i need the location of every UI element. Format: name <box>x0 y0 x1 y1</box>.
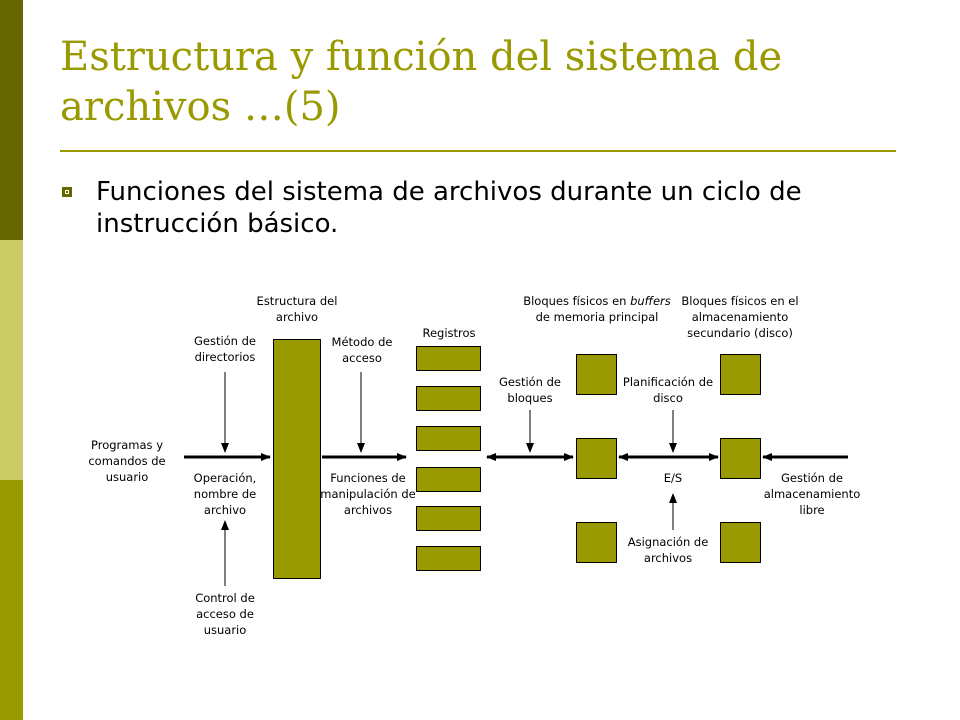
label-bloques-buffers: Bloques físicos en buffers de memoria principal <box>523 294 671 324</box>
disk-block-box <box>720 522 761 563</box>
slide-title: Estructura y función del sistema de archivos …(5) <box>60 34 783 130</box>
record-box <box>416 346 481 371</box>
label-asignacion: Asignación de archivos <box>627 535 709 565</box>
label-gestion-directorios: Gestión de directorios <box>193 334 257 364</box>
record-box <box>416 546 481 571</box>
label-funciones-manipulacion: Funciones de manipulación de archivos <box>320 471 416 517</box>
label-bloques-disco: Bloques físicos en el almacenamiento secundario (disco) <box>681 294 799 340</box>
file-structure-box <box>273 339 321 579</box>
label-gestion-bloques: Gestión de bloques <box>498 375 562 405</box>
label-planificacion: Planificación de disco <box>622 375 714 405</box>
label-es: E/S <box>663 471 683 485</box>
label-programas: Programas y comandos de usuario <box>88 438 166 484</box>
record-box <box>416 506 481 531</box>
disk-block-box <box>720 438 761 479</box>
label-estructura: Estructura del archivo <box>256 294 338 324</box>
bullet-text: Funciones del sistema de archivos durante un ciclo de instrucción básico. <box>96 177 802 239</box>
buffer-block-box <box>576 522 617 563</box>
label-metodo-acceso: Método de acceso <box>331 335 393 365</box>
disk-block-box <box>720 354 761 395</box>
label-registros: Registros <box>422 326 476 340</box>
record-box <box>416 426 481 451</box>
label-control-acceso: Control de acceso de usuario <box>195 591 255 637</box>
record-box <box>416 467 481 492</box>
record-box <box>416 386 481 411</box>
label-gestion-almacenamiento: Gestión de almacenamiento libre <box>763 471 861 517</box>
label-operacion: Operación, nombre de archivo <box>193 471 257 517</box>
buffer-block-box <box>576 354 617 395</box>
buffer-block-box <box>576 438 617 479</box>
